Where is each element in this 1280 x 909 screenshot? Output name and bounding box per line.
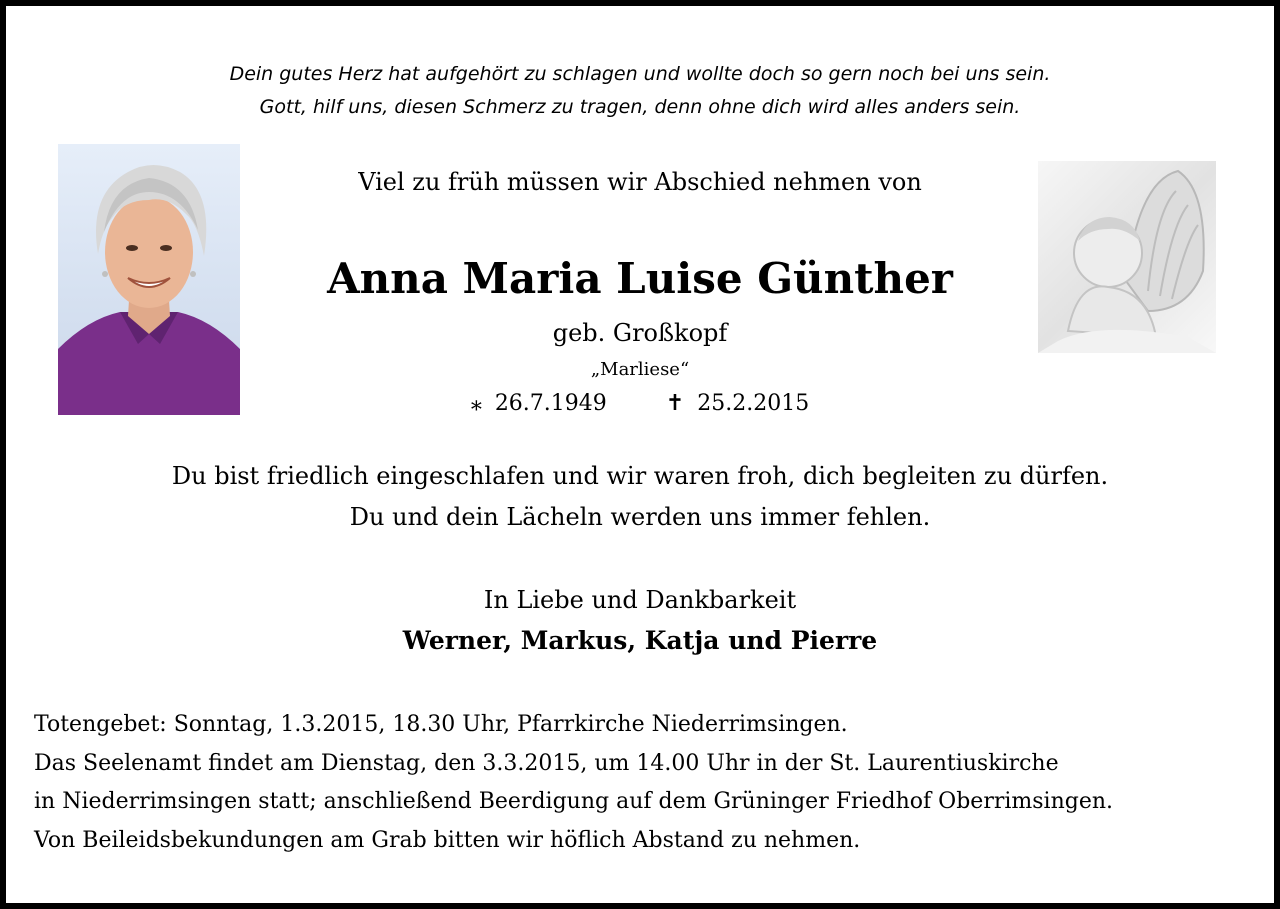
death-date: 25.2.2015 bbox=[697, 391, 810, 416]
family-names: Werner, Markus, Katja und Pierre bbox=[402, 626, 878, 655]
death-cross-icon: ✝ bbox=[665, 391, 685, 416]
closing-phrase: In Liebe und Dankbarkeit bbox=[483, 586, 797, 614]
motto-line-1: Dein gutes Herz hat aufgehört zu schlagen und wollte doch so gern noch bei uns sein. bbox=[229, 63, 1051, 85]
details-line: Totengebet: Sonntag, 1.3.2015, 18.30 Uhr, Pfarrkirche Niederrimsingen. bbox=[34, 712, 848, 737]
nickname: „Marliese“ bbox=[590, 359, 690, 380]
verse-line-1: Du bist friedlich eingeschlafen und wir waren froh, dich begleiten zu dürfen. bbox=[171, 462, 1109, 490]
details-line: in Niederrimsingen statt; anschließend Beerdigung auf dem Grüninger Friedhof Oberrimsingen. bbox=[34, 789, 1114, 814]
farewell-verse bbox=[6, 456, 1274, 538]
life-dates bbox=[6, 391, 1274, 416]
deceased-name: Anna Maria Luise Günther bbox=[327, 254, 953, 303]
verse-line-2: Du und dein Lächeln werden uns immer fehlen. bbox=[349, 503, 931, 531]
birth-star-icon: ⁎ bbox=[470, 391, 482, 416]
birth-name: geb. Großkopf bbox=[552, 319, 728, 347]
intro-text: Viel zu früh müssen wir Abschied nehmen von bbox=[358, 168, 922, 196]
motto-line-2: Gott, hilf uns, diesen Schmerz zu tragen, denn ohne dich wird alles anders sein. bbox=[259, 96, 1021, 118]
details-line: Das Seelenamt findet am Dienstag, den 3.3.2015, um 14.00 Uhr in der St. Laurentiuskirche bbox=[34, 750, 1059, 776]
birth-date: 26.7.1949 bbox=[494, 391, 607, 416]
service-details bbox=[34, 706, 1113, 860]
motto-verse bbox=[6, 58, 1274, 124]
details-line: Von Beileidsbekundungen am Grab bitten wir höflich Abstand zu nehmen. bbox=[34, 827, 861, 853]
